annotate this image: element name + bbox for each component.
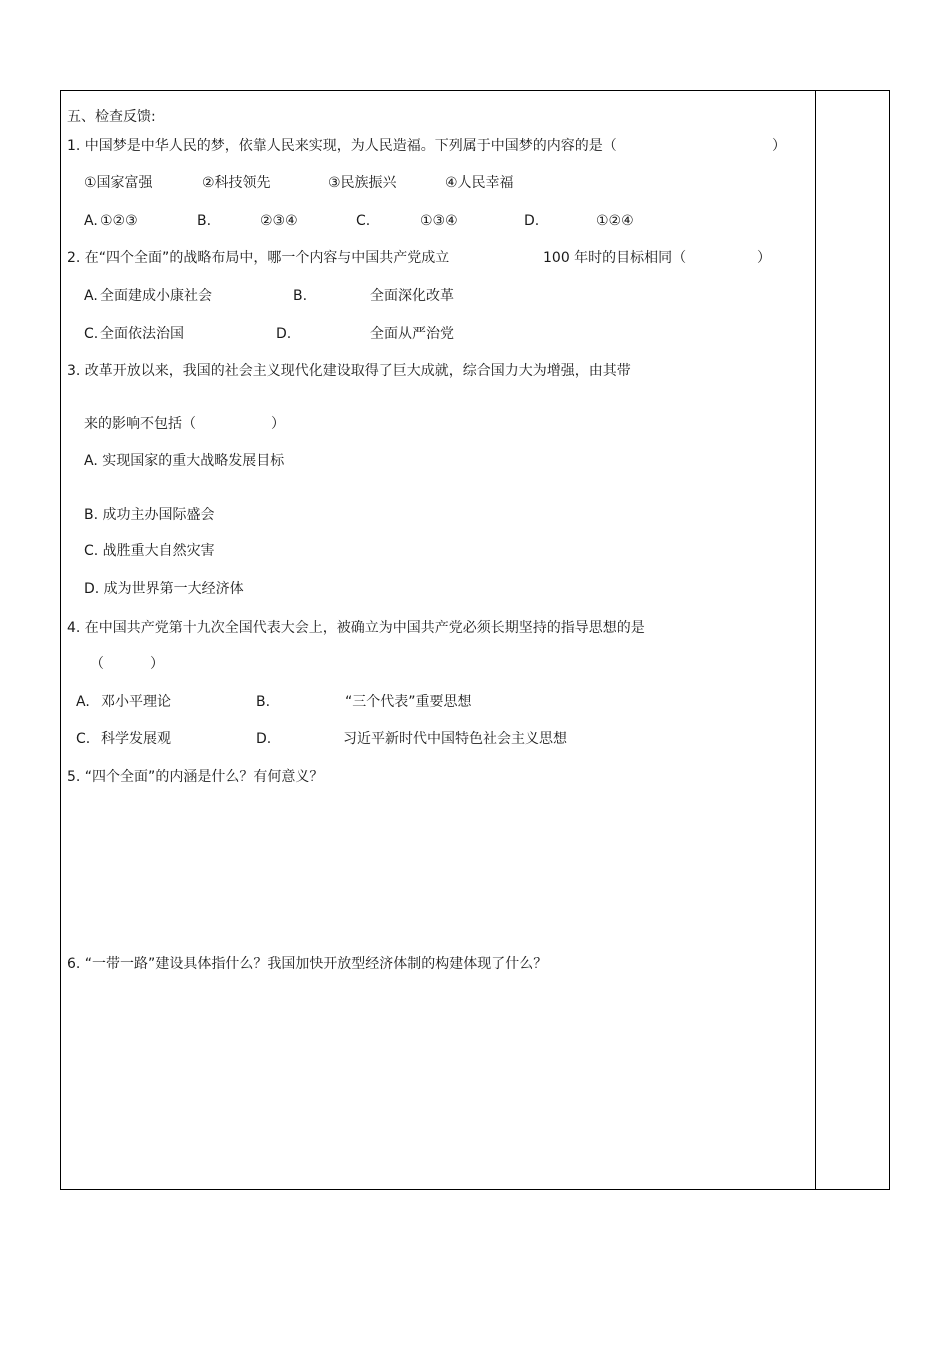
column-divider [815,90,816,1190]
q4-stem: 4. 在中国共产党第十九次全国代表大会上，被确立为中国共产党必须长期坚持的指导思想的是 [67,620,645,636]
q3-option-d: D. 成为世界第一大经济体 [84,581,244,597]
q4-option-d-text: 习近平新时代中国特色社会主义思想 [343,731,567,747]
q1-option-b-letter: B. [197,213,212,229]
q3-option-c: C. 战胜重大自然灾害 [84,543,215,559]
q2-paren-close: ） [757,250,771,266]
q2-option-b-text: 全面深化改革 [370,288,454,304]
q4-option-b-letter: B. [256,694,271,710]
q1-stem: 1. 中国梦是中华人民的梦，依靠人民来实现，为人民造福。下列属于中国梦的内容的是（ [67,138,617,154]
q4-option-c-letter: C. [76,731,91,747]
q2-option-a-text: 全面建成小康社会 [100,288,212,304]
q3-stem-a: 3. 改革开放以来，我国的社会主义现代化建设取得了巨大成就，综合国力大为增强，由其带 [67,363,631,379]
q4-option-d-letter: D. [256,731,272,747]
q4-option-a-letter: A. [76,694,90,710]
q1-option-a-text: ①②③ [100,213,138,229]
q1-item-1: ①国家富强 [84,175,153,191]
q1-option-c-text: ①③④ [420,213,458,229]
q4-option-c-text: 科学发展观 [101,731,171,747]
q1-paren-close: ） [772,138,786,154]
section-title: 五、检查反馈: [67,109,156,125]
q1-option-d-letter: D. [524,213,540,229]
q4-paren-open: （ [90,656,104,672]
q2-option-d-letter: D. [276,326,292,342]
q2-option-a-letter: A. [84,288,98,304]
q4-option-a-text: 邓小平理论 [101,694,171,710]
q3-stem-b: 来的影响不包括（ [84,416,196,432]
q1-item-4: ④人民幸福 [445,175,514,191]
q6-stem: 6. “一带一路”建设具体指什么？我国加快开放型经济体制的构建体现了什么？ [67,956,548,972]
q2-option-d-text: 全面从严治党 [370,326,454,342]
q2-option-c-letter: C. [84,326,99,342]
q2-stem-a: 2. 在“四个全面”的战略布局中，哪一个内容与中国共产党成立 [67,250,450,266]
q1-option-c-letter: C. [356,213,371,229]
q1-option-a-letter: A. [84,213,98,229]
q1-item-3: ③民族振兴 [328,175,397,191]
q1-option-d-text: ①②④ [596,213,634,229]
q5-stem: 5. “四个全面”的内涵是什么？有何意义？ [67,769,324,785]
q4-option-b-text: “三个代表”重要思想 [345,694,472,710]
q2-option-c-text: 全面依法治国 [100,326,184,342]
q2-stem-b: 100 年时的目标相同（ [543,250,687,266]
q2-option-b-letter: B. [293,288,308,304]
q4-paren-close: ） [150,656,164,672]
q1-option-b-text: ②③④ [260,213,298,229]
q3-option-b: B. 成功主办国际盛会 [84,507,215,523]
q1-item-2: ②科技领先 [202,175,271,191]
q3-paren-close: ） [271,416,285,432]
q3-option-a: A. 实现国家的重大战略发展目标 [84,453,285,469]
